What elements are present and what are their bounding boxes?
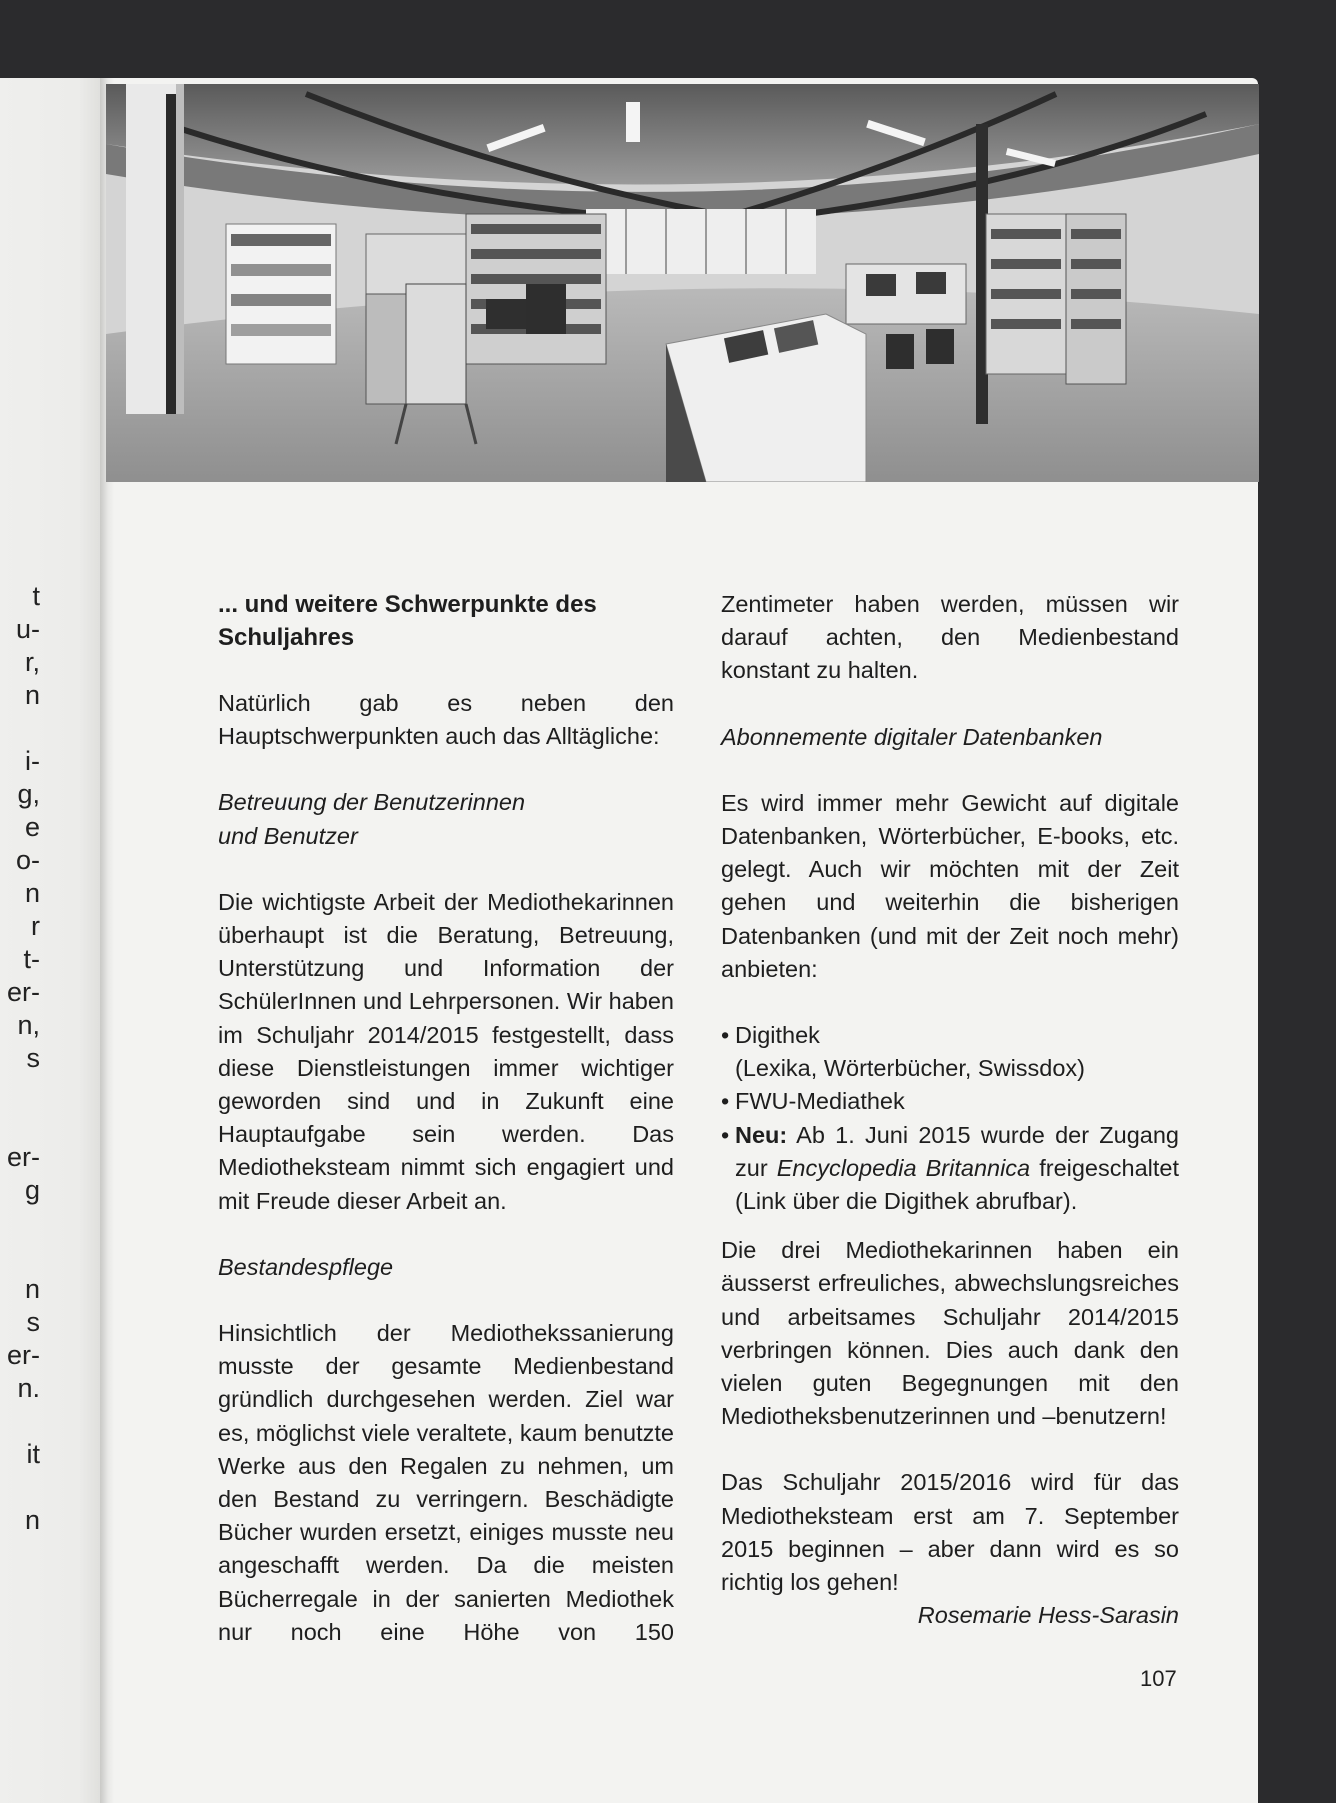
previous-page-fragment: n <box>24 1274 40 1304</box>
bestandespflege-paragraph: Hinsichtlich der Mediothekssanierung musste der gesamte Medienbestand gründlich durchgesehen werden. Ziel war es, möglichst viele veraltete, kaum benutzte Werke aus den Regalen zu nehmen, um den Bestand zu verringern. Beschädigte Bücher wurden ersetzt, einiges musste neu angeschafft werden. Da die meisten Bücherregale in der sanierten Mediothek nur noch eine Höhe von 150 <box>218 1320 674 1645</box>
britannica-title: Encyclopedia Britannica <box>776 1154 1031 1181</box>
page-number: 107 <box>1140 1666 1177 1691</box>
heading-line-2: Schuljahres <box>218 624 355 651</box>
intro-paragraph: Natürlich gab es neben den Hauptschwerpunkten auch das Alltägliche: <box>218 690 674 750</box>
previous-page-fragment: it <box>26 1439 40 1469</box>
britannica-text-2: freigeschaltet (Link über die Digithek abrufbar). <box>735 1154 1179 1215</box>
previous-page-fragment: n <box>24 680 40 710</box>
britannica-text-1: Ab 1. Juni 2015 wurde der Zugang zur <box>735 1121 1179 1181</box>
previous-page-fragment: er- <box>7 1340 40 1370</box>
previous-page-fragment: n, <box>17 1010 40 1040</box>
previous-page-fragment: n <box>24 1505 40 1535</box>
previous-page-fragment <box>0 712 40 745</box>
previous-page-fragment: o- <box>15 845 40 875</box>
previous-page-fragment: n <box>24 878 40 908</box>
previous-page-fragment: r <box>31 911 40 941</box>
author-signature: Rosemarie Hess-Sarasin <box>917 1602 1179 1629</box>
previous-page-fragment: t <box>32 581 40 611</box>
subheading-bestandespflege: Bestandespflege <box>218 1253 394 1280</box>
heading-line-1: ... und weitere Schwerpunkte des <box>218 591 597 618</box>
list-item-britannica <box>721 1119 1179 1219</box>
right-column <box>721 588 1179 1632</box>
subheading-line-1: Betreuung der Benutzerinnen <box>218 789 526 816</box>
previous-page-fragment: s <box>26 1307 40 1337</box>
previous-page-fragment: g <box>24 1175 40 1205</box>
digithek-label: Digithek <box>735 1022 820 1049</box>
digithek-detail: (Lexika, Wörterbücher, Swissdox) <box>735 1055 1086 1082</box>
list-item-digithek <box>721 1019 1179 1085</box>
previous-page-fragment: e <box>24 812 40 842</box>
previous-page-fragment <box>0 1240 40 1273</box>
library-photo <box>106 84 1259 482</box>
previous-page-fragment: u- <box>15 614 40 644</box>
previous-page-fragment <box>0 1207 40 1240</box>
subheading-datenbanken: Abonnemente digitaler Datenbanken <box>721 723 1103 750</box>
previous-page-fragment: g, <box>17 779 40 809</box>
continued-paragraph: Zentimeter haben werden, müssen wir darauf achten, den Medienbestand konstant zu halten. <box>721 591 1179 684</box>
previous-page-fragment <box>0 1471 40 1504</box>
left-column <box>218 588 674 1649</box>
database-list <box>721 1019 1179 1218</box>
subheading-line-2: und Benutzer <box>218 822 358 849</box>
new-label: Neu: <box>735 1121 788 1148</box>
betreuung-paragraph: Die wichtigste Arbeit der Mediothekarinnen überhaupt ist die Beratung, Betreuung, Unterstützung und Information der SchülerInnen und Lehrpersonen. Wir haben im Schuljahr 2014/2015 festgestellt, dass diese Dienstleistungen immer wichtiger geworden sind und in Zukunft eine Hauptaufgabe sein werden. Das Mediotheksteam nimmt sich engagiert und mit Freude dieser Arbeit an. <box>218 888 674 1214</box>
datenbanken-paragraph: Es wird immer mehr Gewicht auf digitale Datenbanken, Wörterbücher, E-books, etc. gelegt. Auch wir möchten mit der Zeit gehen und weiterhin die bisherigen Datenbanken (und mit der Zeit noch mehr) anbieten: <box>721 789 1179 982</box>
previous-page-fragment: er- <box>7 977 40 1007</box>
next-year-paragraph: Das Schuljahr 2015/2016 wird für das Mediotheksteam erst am 7. September 2015 beginnen – aber dann wird es so richtig los gehen! <box>721 1469 1179 1596</box>
previous-page-fragment: s <box>26 1043 40 1073</box>
previous-page-fragment: t- <box>23 944 40 974</box>
previous-page-fragment: n. <box>17 1373 40 1403</box>
closing-paragraph: Die drei Mediothekarinnen haben ein äusserst erfreuliches, abwechslungsreiches und arbeitsames Schuljahr 2014/2015 verbringen können. Dies auch dank den vielen guten Begegnungen mit den Mediotheksbenutzerinnen und –benutzern! <box>721 1237 1179 1430</box>
previous-page-fragment: er- <box>7 1142 40 1172</box>
previous-page-fragment: i- <box>25 746 40 776</box>
previous-page-fragment <box>0 1405 40 1438</box>
section-heading <box>218 588 674 654</box>
previous-page-fragment: r, <box>24 647 40 677</box>
previous-page-fragment <box>0 1108 40 1141</box>
fwu-label: FWU-Mediathek <box>735 1088 905 1115</box>
list-item-fwu <box>721 1085 1179 1118</box>
previous-page-text <box>0 580 40 1537</box>
previous-page-fragment <box>0 1075 40 1108</box>
subheading-betreuung <box>218 786 674 852</box>
